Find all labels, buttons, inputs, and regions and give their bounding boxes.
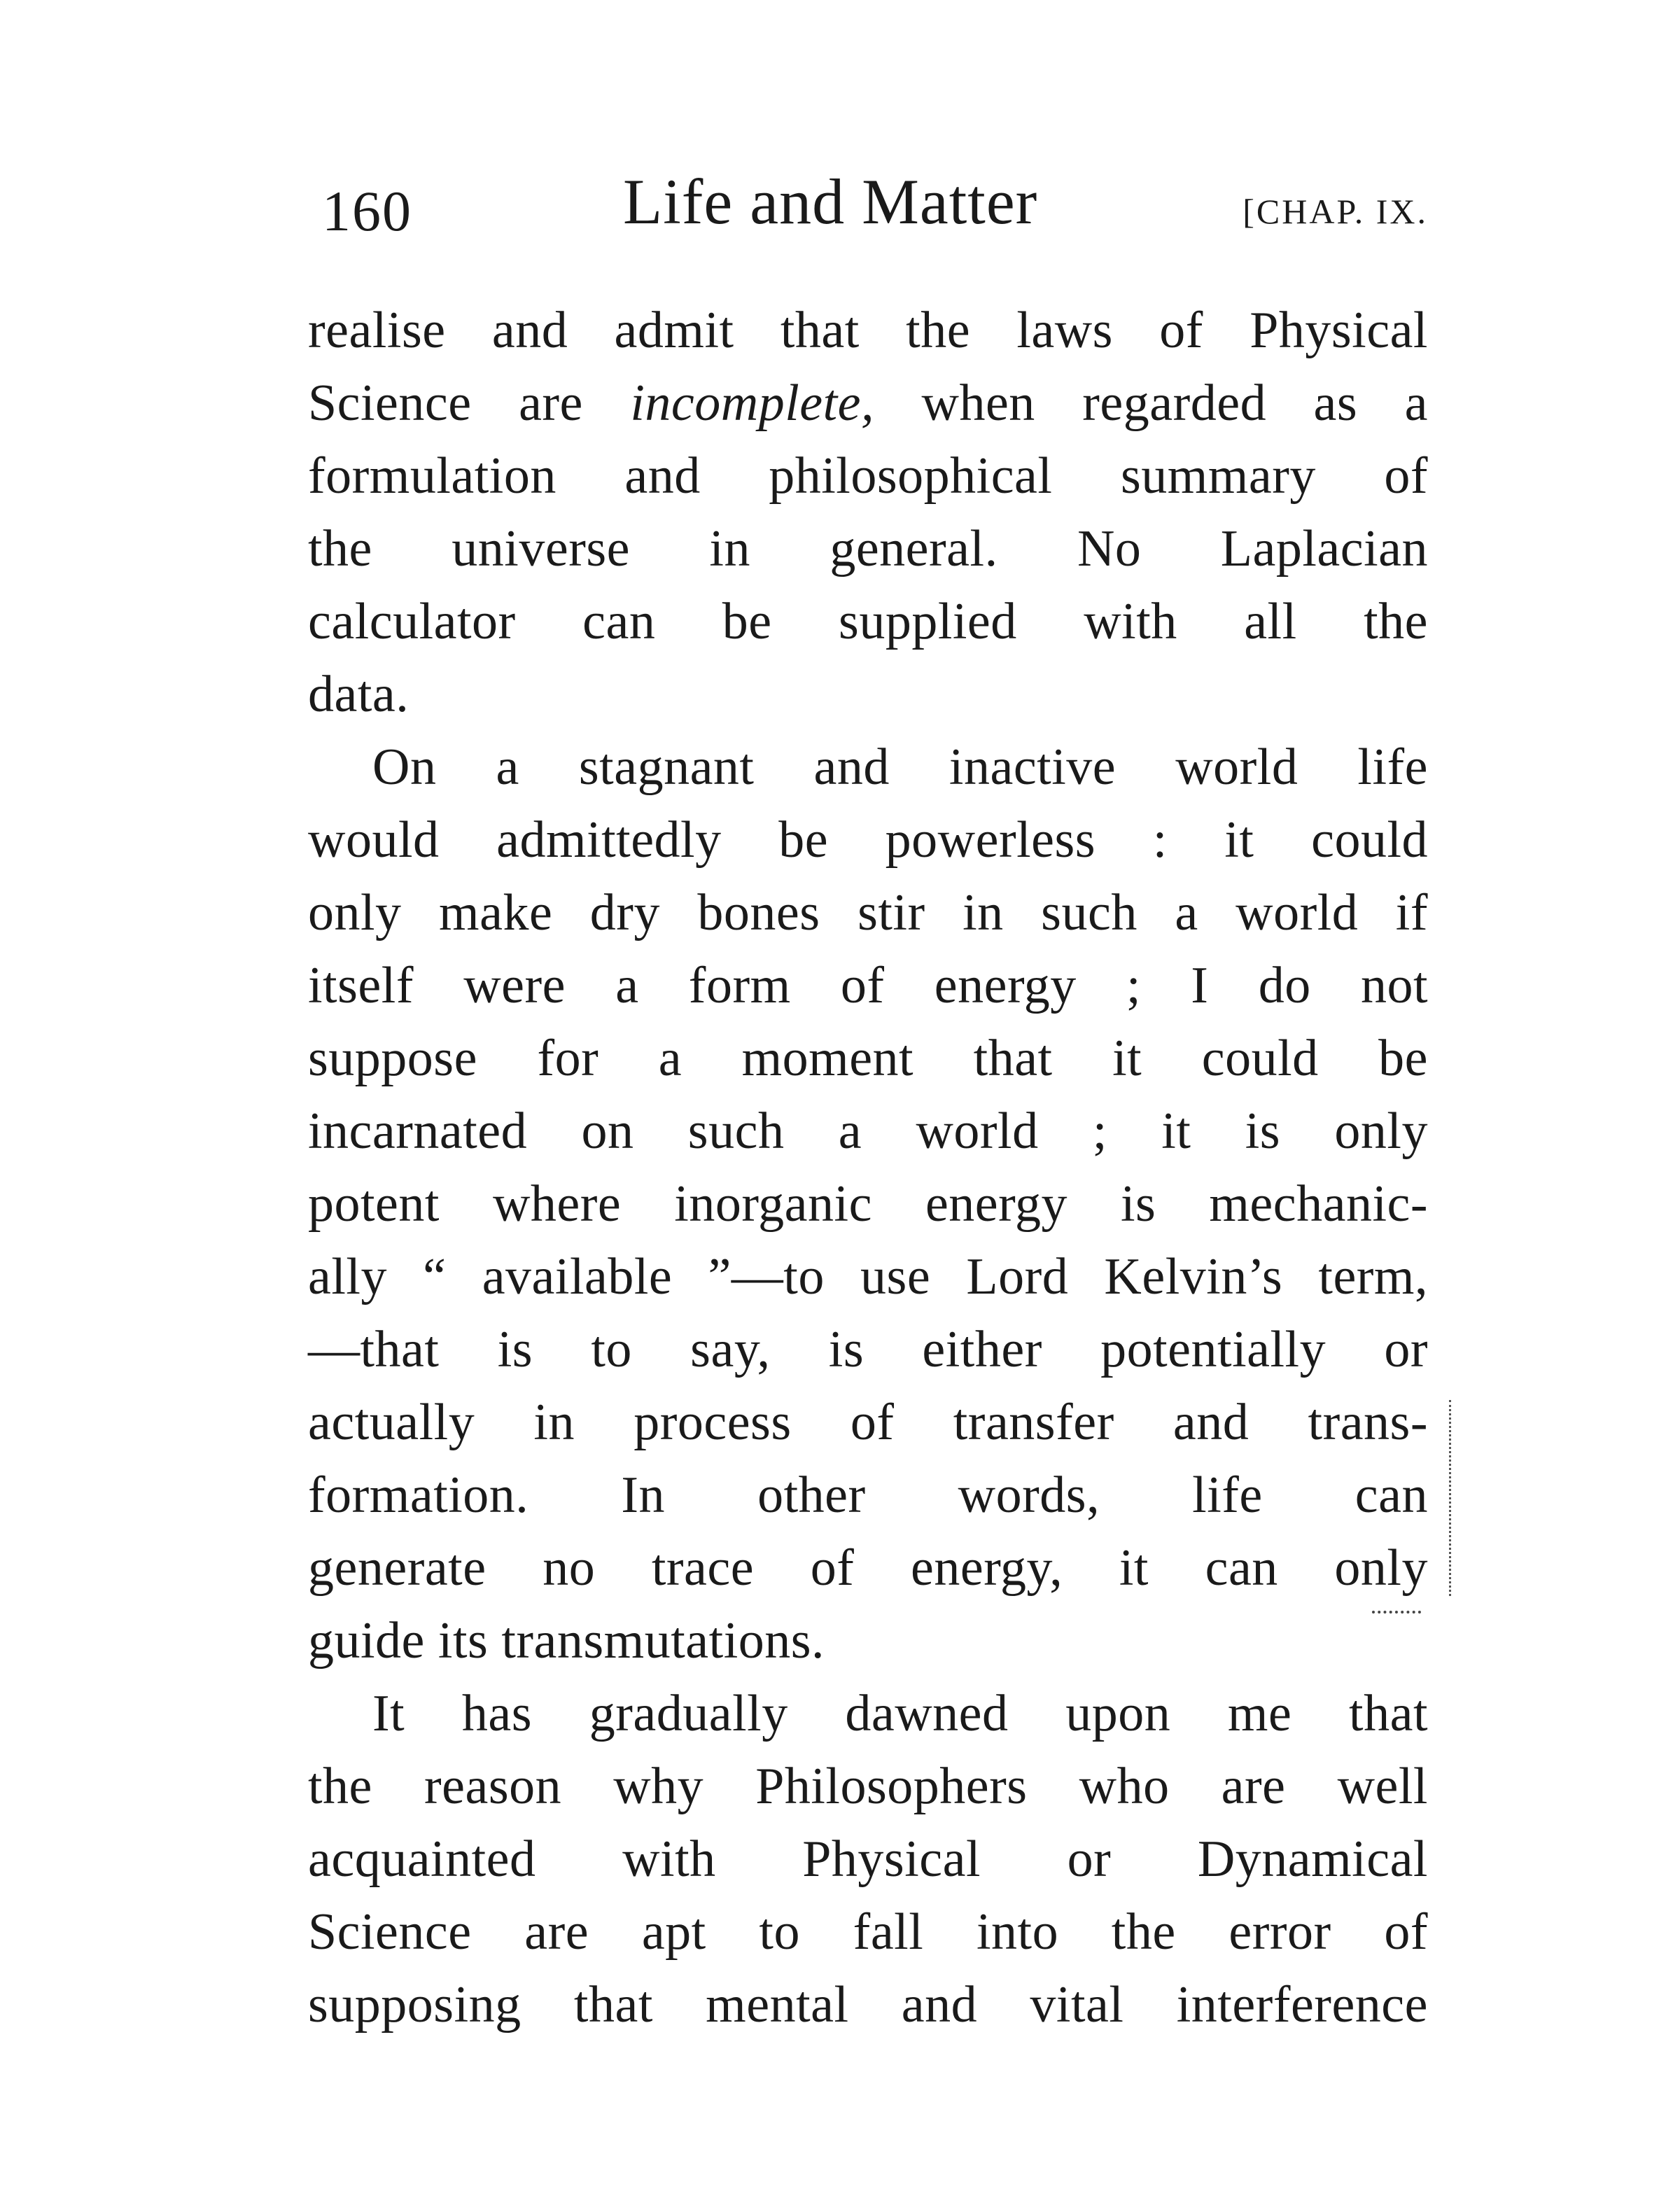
text-line: the reason why Philosophers who are well [308,1758,1428,1815]
text-line: On a stagnant and inactive world life [372,738,1428,796]
chapter-reference: [CHAP. IX. [1242,192,1428,231]
text-line: acquainted with Physical or Dynamical [308,1830,1428,1888]
text-line: data. [308,666,410,723]
text-line: formation. In other words, life can [308,1466,1428,1524]
text-line: only make dry bones stir in such a world if [308,884,1428,941]
page-number: 160 [322,179,412,243]
text-line: potent where inorganic energy is mechanic- [308,1175,1428,1233]
text-line: formulation and philosophical summary of [308,447,1428,505]
margin-pencil-mark [1435,1400,1451,1596]
text-fragment: Science are [308,374,631,432]
text-fragment: when regarded as a [874,374,1428,432]
running-head [322,150,1428,241]
text-line-with-italic [308,367,1428,440]
text-line: realise and admit that the laws of Physical [308,302,1428,359]
text-line: the universe in general. No Laplacian [308,520,1428,578]
text-line: It has gradually dawned upon me that [372,1685,1428,1742]
body-text [308,294,1428,2041]
margin-pencil-tail [1372,1606,1421,1614]
text-line: incarnated on such a world ; it is only [308,1102,1428,1160]
text-line: guide its transmutations. [308,1612,825,1670]
text-line: suppose for a moment that it could be [308,1030,1428,1087]
text-line: calculator can be supplied with all the [308,593,1428,650]
text-line: —that is to say, is either potentially or [308,1321,1428,1378]
running-title: Life and Matter [623,166,1038,237]
text-line: Science are apt to fall into the error of [308,1903,1428,1961]
text-line: itself were a form of energy ; I do not [308,957,1428,1014]
text-line: supposing that mental and vital interference [308,1976,1428,2033]
paragraph-1 [308,294,1428,731]
text-line: generate no trace of energy, it can only [308,1539,1428,1597]
text-line: ally “ available ”—to use Lord Kelvin’s term, [308,1248,1428,1306]
paragraph-3 [308,1677,1428,2041]
italic-word: incomplete, [630,374,875,432]
text-line: actually in process of transfer and trans- [308,1394,1428,1451]
paragraph-2 [308,731,1428,1677]
text-line: would admittedly be powerless : it could [308,811,1428,869]
